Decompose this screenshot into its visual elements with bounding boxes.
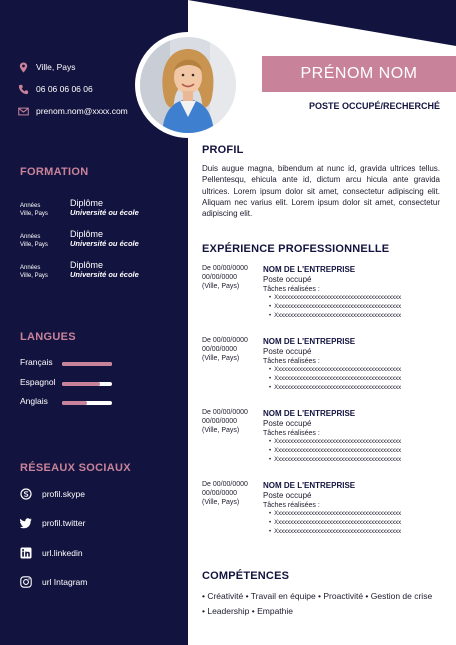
skype-icon [20,488,32,500]
formation-degree: Diplôme [70,198,104,208]
task-item: • Xxxxxxxxxxxxxxxxxxxxxxxxxxxxxxxxxxxxxxxxxx [269,528,447,537]
competences-title: COMPÉTENCES [202,570,290,582]
language-level-fill [62,401,87,405]
language-name: Français [20,357,53,367]
portrait-image [140,37,236,133]
experience-dates: De 00/00/0000 00/00/0000 (Ville, Pays) [202,337,248,362]
social-item-instagram[interactable] [20,568,180,598]
company-name: NOM DE L'ENTREPRISE [263,265,356,274]
formation-item [20,198,180,229]
language-level-fill [62,382,100,386]
task-item: • Xxxxxxxxxxxxxxxxxxxxxxxxxxxxxxxxxxxxxxxxxx [269,456,447,465]
skills-line: • Leadership • Empathie [202,606,294,616]
language-item [20,377,180,397]
job-title: POSTE OCCUPÉ/RECHERCHÉ [308,101,440,111]
position: Poste occupé [263,491,312,500]
experience-title: EXPÉRIENCE PROFESSIONNELLE [202,243,390,255]
tasks-label: Tâches réalisées : [263,501,320,509]
social-label: profil.skype [42,488,85,499]
social-item-linkedin[interactable] [20,538,180,568]
task-item: • Xxxxxxxxxxxxxxxxxxxxxxxxxxxxxxxxxxxxxxxxxx [269,312,447,321]
social-label: profil.twitter [42,518,86,529]
social-item-twitter[interactable] [20,509,180,539]
task-item: • Xxxxxxxxxxxxxxxxxxxxxxxxxxxxxxxxxxxxxxxxxx [269,294,447,303]
experience-body [263,409,447,465]
company-name: NOM DE L'ENTREPRISE [263,481,356,490]
company-name: NOM DE L'ENTREPRISE [263,337,356,346]
experience-dates: De 00/00/0000 00/00/0000 (Ville, Pays) [202,409,248,434]
contact-phone [18,78,128,100]
task-item: • Xxxxxxxxxxxxxxxxxxxxxxxxxxxxxxxxxxxxxxxxxx [269,510,447,519]
task-item: • Xxxxxxxxxxxxxxxxxxxxxxxxxxxxxxxxxxxxxxxxxx [269,438,447,447]
contact-block [18,56,128,122]
phone-text: 06 06 06 06 06 [36,84,93,94]
skills-list [202,589,447,619]
task-list [269,438,447,465]
experience-body [263,265,447,321]
experience-dates: De 00/00/0000 00/00/0000 (Ville, Pays) [202,481,248,506]
profil-text: Duis augue magna, bibendum at nunc id, gravida ultrices tellus. Pellentesqu, ehicula ante id, dictum arcu hicula ante gravida ultrices. Lorem ipsum dolor sit amet, consectetur adipiscing elit. Aliquam nec varius elit. Lorem ipsum dolor sit amet, consectetur adipiscing elit. [202,164,440,219]
language-item [20,357,180,377]
task-item: • Xxxxxxxxxxxxxxxxxxxxxxxxxxxxxxxxxxxxxxxxxx [269,447,447,456]
instagram-icon [20,576,32,588]
formation-degree: Diplôme [70,260,104,270]
profile-photo-frame [135,32,241,138]
linkedin-icon [20,547,32,559]
formation-school: Université ou école [70,270,139,279]
social-label: url.linkedin [42,547,83,558]
formation-degree: Diplôme [70,229,104,239]
envelope-icon [18,106,29,117]
social-label: url Intagram [42,577,88,588]
contact-location [18,56,128,78]
language-name: Espagnol [20,376,56,387]
task-item: • Xxxxxxxxxxxxxxxxxxxxxxxxxxxxxxxxxxxxxxxxxx [269,303,447,312]
twitter-icon [20,517,32,529]
task-item: • Xxxxxxxxxxxxxxxxxxxxxxxxxxxxxxxxxxxxxxxxxx [269,375,447,384]
language-level-fill [62,362,112,366]
social-item-skype[interactable] [20,479,180,509]
experience-body [263,481,447,537]
company-name: NOM DE L'ENTREPRISE [263,409,356,418]
position: Poste occupé [263,347,312,356]
tasks-label: Tâches réalisées : [263,429,320,437]
task-item: • Xxxxxxxxxxxxxxxxxxxxxxxxxxxxxxxxxxxxxxxxxx [269,366,447,375]
location-pin-icon [18,62,29,73]
task-list [269,510,447,537]
full-name: PRÉNOM NOM [300,65,418,82]
task-list [269,294,447,321]
email-text[interactable]: prenom.nom@xxxx.com [36,106,128,116]
full-name-banner [262,56,456,92]
formation-list [20,198,180,291]
skills-line: • Créativité • Travail en équipe • Proactivité • Gestion de crise [202,591,433,601]
language-level-bar [62,401,112,405]
social-list [20,479,180,597]
language-item [20,396,180,416]
task-item: • Xxxxxxxxxxxxxxxxxxxxxxxxxxxxxxxxxxxxxxxxxx [269,519,447,528]
location-text: Ville, Pays [36,62,76,72]
formation-item [20,229,180,260]
task-item: • Xxxxxxxxxxxxxxxxxxxxxxxxxxxxxxxxxxxxxxxxxx [269,384,447,393]
language-level-bar [62,382,112,386]
phone-icon [18,84,29,95]
task-list [269,366,447,393]
formation-dates: Années Ville, Pays [20,234,48,248]
header-slant [188,0,456,46]
experience-dates: De 00/00/0000 00/00/0000 (Ville, Pays) [202,265,248,290]
tasks-label: Tâches réalisées : [263,285,320,293]
formation-dates: Années Ville, Pays [20,203,48,217]
profil-title: PROFIL [202,144,244,156]
language-level-bar [62,362,112,366]
profile-photo [140,37,236,133]
formation-item [20,260,180,291]
experience-body [263,337,447,393]
langues-list [20,357,180,416]
reseaux-title: RÉSEAUX SOCIAUX [20,462,131,474]
formation-school: Université ou école [70,208,139,217]
language-name: Anglais [20,396,48,406]
position: Poste occupé [263,275,312,284]
tasks-label: Tâches réalisées : [263,357,320,365]
formation-title: FORMATION [20,166,89,178]
formation-dates: Années Ville, Pays [20,265,48,279]
position: Poste occupé [263,419,312,428]
contact-email [18,100,128,122]
formation-school: Université ou école [70,239,139,248]
langues-title: LANGUES [20,331,76,343]
